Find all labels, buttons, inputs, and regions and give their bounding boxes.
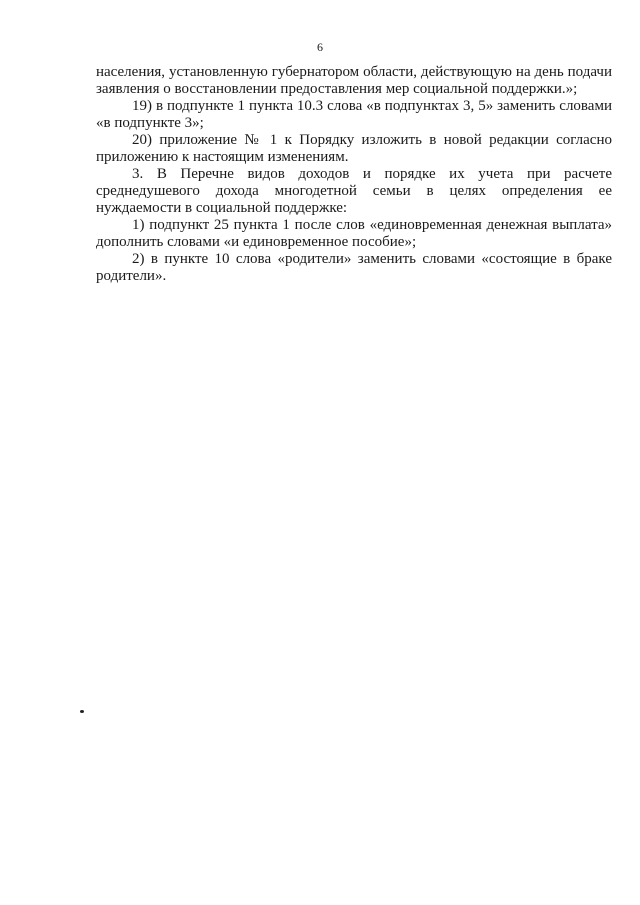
- document-body: [96, 64, 612, 285]
- paragraph-subitem-1: 1) подпункт 25 пункта 1 после слов «единовременная денежная выплата» дополнить словами «и единовременное пособие»;: [96, 217, 612, 250]
- paragraph-item-20: 20) приложение № 1 к Порядку изложить в новой редакции согласно приложению к настоящим изменениям.: [96, 132, 612, 165]
- scan-speck: [80, 710, 84, 713]
- paragraph-continuation: населения, установленную губернатором области, действующую на день подачи заявления о восстановлении предоставления мер социальной поддержки.»;: [96, 64, 612, 97]
- page-number: 6: [317, 40, 323, 54]
- paragraph-section-3: 3. В Перечне видов доходов и порядке их учета при расчете среднедушевого дохода многодетной семьи в целях определения ее нуждаемости в социальной поддержке:: [96, 166, 612, 216]
- paragraph-subitem-2: 2) в пункте 10 слова «родители» заменить словами «состоящие в браке родители».: [96, 251, 612, 284]
- paragraph-item-19: 19) в подпункте 1 пункта 10.3 слова «в подпунктах 3, 5» заменить словами «в подпункте 3»;: [96, 98, 612, 131]
